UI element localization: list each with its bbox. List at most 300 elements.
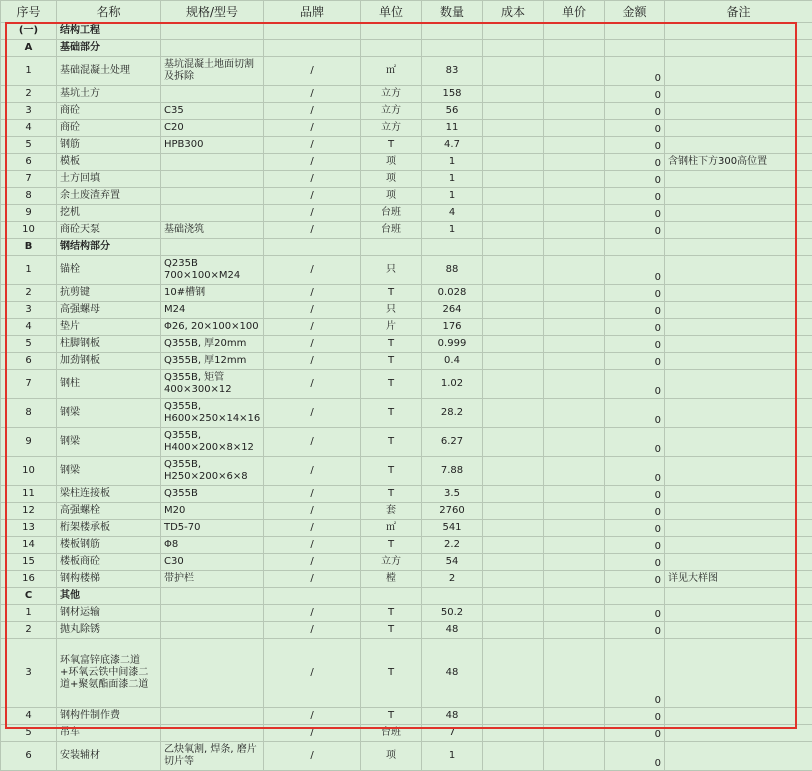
cell-unit[interactable]: T bbox=[361, 457, 422, 486]
cell-no[interactable]: 4 bbox=[1, 708, 57, 725]
cell-note[interactable] bbox=[665, 137, 812, 154]
cell-note[interactable] bbox=[665, 239, 812, 256]
cell-amount[interactable]: 0 bbox=[605, 353, 665, 370]
cell-no[interactable]: 6 bbox=[1, 154, 57, 171]
cell-brand[interactable]: / bbox=[264, 57, 361, 86]
cell-cost[interactable] bbox=[483, 319, 544, 336]
cell-no[interactable]: 6 bbox=[1, 353, 57, 370]
cell-price[interactable] bbox=[544, 486, 605, 503]
cell-qty[interactable]: 50.2 bbox=[422, 605, 483, 622]
cell-no[interactable]: 4 bbox=[1, 319, 57, 336]
cell-unit[interactable]: 樘 bbox=[361, 571, 422, 588]
cell-spec[interactable]: M24 bbox=[161, 302, 264, 319]
col-header-no[interactable]: 序号 bbox=[1, 1, 57, 23]
cell-note[interactable] bbox=[665, 86, 812, 103]
cell-name[interactable]: 垫片 bbox=[57, 319, 161, 336]
cell-unit[interactable] bbox=[361, 23, 422, 40]
cell-note[interactable] bbox=[665, 319, 812, 336]
cell-spec[interactable]: C20 bbox=[161, 120, 264, 137]
cell-cost[interactable] bbox=[483, 571, 544, 588]
col-header-name[interactable]: 名称 bbox=[57, 1, 161, 23]
cell-amount[interactable]: 0 bbox=[605, 336, 665, 353]
cell-no[interactable]: C bbox=[1, 588, 57, 605]
cell-cost[interactable] bbox=[483, 171, 544, 188]
cell-amount[interactable]: 0 bbox=[605, 222, 665, 239]
cell-unit[interactable]: 项 bbox=[361, 188, 422, 205]
cell-price[interactable] bbox=[544, 188, 605, 205]
cell-unit[interactable]: 项 bbox=[361, 742, 422, 771]
cell-brand[interactable]: / bbox=[264, 154, 361, 171]
cell-unit[interactable]: 台班 bbox=[361, 725, 422, 742]
cell-name[interactable]: 商砼天泵 bbox=[57, 222, 161, 239]
cell-price[interactable] bbox=[544, 336, 605, 353]
cell-amount[interactable]: 0 bbox=[605, 137, 665, 154]
cell-spec[interactable]: 带护栏 bbox=[161, 571, 264, 588]
cell-unit[interactable]: ㎡ bbox=[361, 57, 422, 86]
cell-brand[interactable]: / bbox=[264, 457, 361, 486]
cell-price[interactable] bbox=[544, 571, 605, 588]
cell-cost[interactable] bbox=[483, 40, 544, 57]
cell-cost[interactable] bbox=[483, 605, 544, 622]
cell-name[interactable]: 基坑土方 bbox=[57, 86, 161, 103]
cell-spec[interactable]: Q355B, 矩管 400×300×12 bbox=[161, 370, 264, 399]
cell-note[interactable] bbox=[665, 103, 812, 120]
cell-brand[interactable]: / bbox=[264, 503, 361, 520]
cell-no[interactable]: 13 bbox=[1, 520, 57, 537]
cell-amount[interactable]: 0 bbox=[605, 399, 665, 428]
cell-unit[interactable]: 项 bbox=[361, 154, 422, 171]
cell-spec[interactable] bbox=[161, 205, 264, 222]
cell-name[interactable]: 土方回填 bbox=[57, 171, 161, 188]
cell-note[interactable] bbox=[665, 222, 812, 239]
cell-brand[interactable]: / bbox=[264, 188, 361, 205]
cell-brand[interactable]: / bbox=[264, 622, 361, 639]
cell-unit[interactable]: T bbox=[361, 428, 422, 457]
cell-unit[interactable]: T bbox=[361, 708, 422, 725]
cell-cost[interactable] bbox=[483, 622, 544, 639]
cell-amount[interactable]: 0 bbox=[605, 256, 665, 285]
cell-price[interactable] bbox=[544, 588, 605, 605]
cell-price[interactable] bbox=[544, 171, 605, 188]
cell-amount[interactable]: 0 bbox=[605, 154, 665, 171]
cell-name[interactable]: 钢筋 bbox=[57, 137, 161, 154]
cell-note[interactable] bbox=[665, 336, 812, 353]
cell-price[interactable] bbox=[544, 154, 605, 171]
cell-unit[interactable] bbox=[361, 40, 422, 57]
cell-amount[interactable] bbox=[605, 40, 665, 57]
cell-spec[interactable]: Q355B, 厚12mm bbox=[161, 353, 264, 370]
cell-brand[interactable]: / bbox=[264, 205, 361, 222]
cell-price[interactable] bbox=[544, 605, 605, 622]
cell-spec[interactable]: C35 bbox=[161, 103, 264, 120]
cell-unit[interactable]: 只 bbox=[361, 256, 422, 285]
cell-spec[interactable] bbox=[161, 725, 264, 742]
cell-qty[interactable]: 1 bbox=[422, 222, 483, 239]
col-header-cost[interactable]: 成本 bbox=[483, 1, 544, 23]
cell-price[interactable] bbox=[544, 319, 605, 336]
cell-brand[interactable]: / bbox=[264, 520, 361, 537]
cell-qty[interactable]: 28.2 bbox=[422, 399, 483, 428]
cell-unit[interactable]: T bbox=[361, 336, 422, 353]
cell-note[interactable] bbox=[665, 205, 812, 222]
cell-amount[interactable]: 0 bbox=[605, 725, 665, 742]
cell-qty[interactable]: 176 bbox=[422, 319, 483, 336]
cell-amount[interactable] bbox=[605, 239, 665, 256]
cell-spec[interactable] bbox=[161, 171, 264, 188]
cell-qty[interactable] bbox=[422, 588, 483, 605]
cell-cost[interactable] bbox=[483, 336, 544, 353]
cell-no[interactable]: 2 bbox=[1, 622, 57, 639]
cell-qty[interactable]: 158 bbox=[422, 86, 483, 103]
cell-unit[interactable]: 立方 bbox=[361, 86, 422, 103]
cell-cost[interactable] bbox=[483, 154, 544, 171]
cell-unit[interactable]: ㎡ bbox=[361, 520, 422, 537]
cell-note[interactable] bbox=[665, 588, 812, 605]
cell-price[interactable] bbox=[544, 222, 605, 239]
cell-name[interactable]: 楼板钢筋 bbox=[57, 537, 161, 554]
cell-unit[interactable]: T bbox=[361, 639, 422, 708]
cell-brand[interactable]: / bbox=[264, 554, 361, 571]
cell-no[interactable]: 3 bbox=[1, 639, 57, 708]
cell-name[interactable]: 抛丸除锈 bbox=[57, 622, 161, 639]
cell-amount[interactable] bbox=[605, 23, 665, 40]
cell-cost[interactable] bbox=[483, 520, 544, 537]
cell-price[interactable] bbox=[544, 370, 605, 399]
cell-brand[interactable]: / bbox=[264, 486, 361, 503]
cell-amount[interactable]: 0 bbox=[605, 639, 665, 708]
cell-cost[interactable] bbox=[483, 86, 544, 103]
cell-price[interactable] bbox=[544, 205, 605, 222]
cell-price[interactable] bbox=[544, 137, 605, 154]
cell-spec[interactable] bbox=[161, 23, 264, 40]
cell-spec[interactable]: 基坑混凝土地面切割及拆除 bbox=[161, 57, 264, 86]
cell-note[interactable] bbox=[665, 40, 812, 57]
cell-unit[interactable] bbox=[361, 588, 422, 605]
cell-unit[interactable]: 立方 bbox=[361, 103, 422, 120]
col-header-unit[interactable]: 单位 bbox=[361, 1, 422, 23]
cell-no[interactable]: 7 bbox=[1, 171, 57, 188]
cell-no[interactable]: 8 bbox=[1, 188, 57, 205]
cell-name[interactable]: 挖机 bbox=[57, 205, 161, 222]
cell-no[interactable]: 1 bbox=[1, 57, 57, 86]
cell-no[interactable]: 6 bbox=[1, 742, 57, 771]
cell-name[interactable]: 钢柱 bbox=[57, 370, 161, 399]
cell-note[interactable] bbox=[665, 622, 812, 639]
cell-unit[interactable]: 立方 bbox=[361, 554, 422, 571]
cell-no[interactable]: 11 bbox=[1, 486, 57, 503]
cell-amount[interactable]: 0 bbox=[605, 319, 665, 336]
cell-amount[interactable]: 0 bbox=[605, 370, 665, 399]
cell-brand[interactable]: / bbox=[264, 399, 361, 428]
cell-qty[interactable]: 2.2 bbox=[422, 537, 483, 554]
cell-price[interactable] bbox=[544, 537, 605, 554]
cell-brand[interactable]: / bbox=[264, 103, 361, 120]
cell-amount[interactable]: 0 bbox=[605, 520, 665, 537]
cell-price[interactable] bbox=[544, 256, 605, 285]
col-header-note[interactable]: 备注 bbox=[665, 1, 812, 23]
cell-no[interactable]: 2 bbox=[1, 86, 57, 103]
cell-no[interactable]: 15 bbox=[1, 554, 57, 571]
cell-cost[interactable] bbox=[483, 486, 544, 503]
cell-price[interactable] bbox=[544, 520, 605, 537]
cell-spec[interactable] bbox=[161, 588, 264, 605]
cell-qty[interactable]: 11 bbox=[422, 120, 483, 137]
cell-name[interactable]: 环氧富锌底漆二道+环氧云铁中间漆二道+聚氨酯面漆二道 bbox=[57, 639, 161, 708]
cell-price[interactable] bbox=[544, 554, 605, 571]
cell-cost[interactable] bbox=[483, 457, 544, 486]
cell-price[interactable] bbox=[544, 40, 605, 57]
cell-brand[interactable] bbox=[264, 239, 361, 256]
cell-brand[interactable] bbox=[264, 588, 361, 605]
cell-cost[interactable] bbox=[483, 537, 544, 554]
cell-amount[interactable]: 0 bbox=[605, 457, 665, 486]
cell-no[interactable]: 3 bbox=[1, 302, 57, 319]
cell-name[interactable]: 钢结构部分 bbox=[57, 239, 161, 256]
cell-amount[interactable]: 0 bbox=[605, 188, 665, 205]
cell-amount[interactable]: 0 bbox=[605, 605, 665, 622]
cell-price[interactable] bbox=[544, 353, 605, 370]
cell-cost[interactable] bbox=[483, 222, 544, 239]
cell-note[interactable] bbox=[665, 708, 812, 725]
cell-qty[interactable]: 54 bbox=[422, 554, 483, 571]
cell-qty[interactable]: 6.27 bbox=[422, 428, 483, 457]
cell-cost[interactable] bbox=[483, 428, 544, 457]
cell-note[interactable] bbox=[665, 370, 812, 399]
cell-no[interactable]: 9 bbox=[1, 205, 57, 222]
cell-no[interactable]: 2 bbox=[1, 285, 57, 302]
cell-note[interactable] bbox=[665, 57, 812, 86]
cell-amount[interactable]: 0 bbox=[605, 537, 665, 554]
cell-price[interactable] bbox=[544, 302, 605, 319]
cell-spec[interactable]: M20 bbox=[161, 503, 264, 520]
cell-spec[interactable] bbox=[161, 154, 264, 171]
cell-price[interactable] bbox=[544, 742, 605, 771]
cell-qty[interactable]: 4.7 bbox=[422, 137, 483, 154]
cell-note[interactable] bbox=[665, 353, 812, 370]
cell-note[interactable] bbox=[665, 486, 812, 503]
cell-note[interactable] bbox=[665, 742, 812, 771]
cell-spec[interactable]: Φ8 bbox=[161, 537, 264, 554]
cell-cost[interactable] bbox=[483, 639, 544, 708]
cell-cost[interactable] bbox=[483, 742, 544, 771]
col-header-price[interactable]: 单价 bbox=[544, 1, 605, 23]
cell-cost[interactable] bbox=[483, 137, 544, 154]
cell-no[interactable]: 8 bbox=[1, 399, 57, 428]
cell-price[interactable] bbox=[544, 725, 605, 742]
cell-brand[interactable]: / bbox=[264, 171, 361, 188]
cell-qty[interactable]: 0.999 bbox=[422, 336, 483, 353]
cell-note[interactable] bbox=[665, 520, 812, 537]
cell-note[interactable] bbox=[665, 285, 812, 302]
cell-price[interactable] bbox=[544, 457, 605, 486]
cell-spec[interactable] bbox=[161, 622, 264, 639]
cell-amount[interactable]: 0 bbox=[605, 708, 665, 725]
cell-qty[interactable]: 541 bbox=[422, 520, 483, 537]
col-header-amount[interactable]: 金额 bbox=[605, 1, 665, 23]
cell-note[interactable]: 详见大样图 bbox=[665, 571, 812, 588]
cell-no[interactable]: 9 bbox=[1, 428, 57, 457]
cell-spec[interactable]: Φ26, 20×100×100 bbox=[161, 319, 264, 336]
cell-name[interactable]: 商砼 bbox=[57, 120, 161, 137]
cell-name[interactable]: 结构工程 bbox=[57, 23, 161, 40]
cell-spec[interactable]: Q355B, H400×200×8×12 bbox=[161, 428, 264, 457]
cell-qty[interactable]: 56 bbox=[422, 103, 483, 120]
cell-brand[interactable]: / bbox=[264, 120, 361, 137]
cell-note[interactable] bbox=[665, 503, 812, 520]
cell-amount[interactable]: 0 bbox=[605, 302, 665, 319]
cell-unit[interactable]: T bbox=[361, 537, 422, 554]
cell-unit[interactable]: T bbox=[361, 353, 422, 370]
cell-spec[interactable]: Q355B bbox=[161, 486, 264, 503]
cell-unit[interactable]: 套 bbox=[361, 503, 422, 520]
cell-qty[interactable]: 2 bbox=[422, 571, 483, 588]
col-header-brand[interactable]: 品牌 bbox=[264, 1, 361, 23]
cell-qty[interactable] bbox=[422, 239, 483, 256]
cell-no[interactable]: (一) bbox=[1, 23, 57, 40]
cell-cost[interactable] bbox=[483, 205, 544, 222]
cell-unit[interactable]: T bbox=[361, 622, 422, 639]
cell-unit[interactable] bbox=[361, 239, 422, 256]
cell-name[interactable]: 钢梁 bbox=[57, 457, 161, 486]
cell-note[interactable] bbox=[665, 725, 812, 742]
cell-cost[interactable] bbox=[483, 23, 544, 40]
cell-brand[interactable]: / bbox=[264, 428, 361, 457]
cell-amount[interactable]: 0 bbox=[605, 742, 665, 771]
cell-note[interactable] bbox=[665, 256, 812, 285]
cell-no[interactable]: 12 bbox=[1, 503, 57, 520]
cell-spec[interactable] bbox=[161, 188, 264, 205]
cell-note[interactable] bbox=[665, 302, 812, 319]
cell-unit[interactable]: 项 bbox=[361, 171, 422, 188]
cell-note[interactable] bbox=[665, 537, 812, 554]
cell-price[interactable] bbox=[544, 120, 605, 137]
cell-qty[interactable]: 48 bbox=[422, 639, 483, 708]
cell-spec[interactable]: C30 bbox=[161, 554, 264, 571]
cell-name[interactable]: 基础混凝土处理 bbox=[57, 57, 161, 86]
cell-name[interactable]: 高强螺栓 bbox=[57, 503, 161, 520]
cell-no[interactable]: 3 bbox=[1, 103, 57, 120]
cell-spec[interactable]: 10#槽钢 bbox=[161, 285, 264, 302]
cell-amount[interactable]: 0 bbox=[605, 503, 665, 520]
cell-cost[interactable] bbox=[483, 285, 544, 302]
cell-cost[interactable] bbox=[483, 103, 544, 120]
cell-no[interactable]: 4 bbox=[1, 120, 57, 137]
cell-name[interactable]: 钢构件制作费 bbox=[57, 708, 161, 725]
cell-price[interactable] bbox=[544, 23, 605, 40]
cell-brand[interactable]: / bbox=[264, 319, 361, 336]
cell-name[interactable]: 楼板商砼 bbox=[57, 554, 161, 571]
cell-brand[interactable]: / bbox=[264, 256, 361, 285]
cell-name[interactable]: 吊车 bbox=[57, 725, 161, 742]
cell-name[interactable]: 钢梁 bbox=[57, 399, 161, 428]
cell-name[interactable]: 钢材运输 bbox=[57, 605, 161, 622]
cell-name[interactable]: 安装辅材 bbox=[57, 742, 161, 771]
cell-unit[interactable]: 只 bbox=[361, 302, 422, 319]
cell-brand[interactable]: / bbox=[264, 537, 361, 554]
cell-spec[interactable]: 乙炔氧割, 焊条, 磨片切片等 bbox=[161, 742, 264, 771]
cell-price[interactable] bbox=[544, 86, 605, 103]
cell-amount[interactable]: 0 bbox=[605, 120, 665, 137]
cell-qty[interactable]: 4 bbox=[422, 205, 483, 222]
cell-brand[interactable]: / bbox=[264, 742, 361, 771]
cell-no[interactable]: 7 bbox=[1, 370, 57, 399]
cell-unit[interactable]: 片 bbox=[361, 319, 422, 336]
cell-qty[interactable]: 1 bbox=[422, 742, 483, 771]
cell-cost[interactable] bbox=[483, 554, 544, 571]
cell-brand[interactable]: / bbox=[264, 86, 361, 103]
cell-spec[interactable]: Q355B, 厚20mm bbox=[161, 336, 264, 353]
cell-note[interactable] bbox=[665, 639, 812, 708]
cell-unit[interactable]: T bbox=[361, 370, 422, 399]
cell-brand[interactable]: / bbox=[264, 285, 361, 302]
cell-name[interactable]: 高强螺母 bbox=[57, 302, 161, 319]
cell-brand[interactable]: / bbox=[264, 137, 361, 154]
cell-spec[interactable]: Q355B, H250×200×6×8 bbox=[161, 457, 264, 486]
cell-no[interactable]: 16 bbox=[1, 571, 57, 588]
cell-amount[interactable]: 0 bbox=[605, 103, 665, 120]
cell-no[interactable]: 1 bbox=[1, 256, 57, 285]
cell-name[interactable]: 其他 bbox=[57, 588, 161, 605]
cell-brand[interactable]: / bbox=[264, 222, 361, 239]
cell-unit[interactable]: T bbox=[361, 486, 422, 503]
cell-qty[interactable]: 1 bbox=[422, 171, 483, 188]
cell-qty[interactable]: 88 bbox=[422, 256, 483, 285]
cell-unit[interactable]: T bbox=[361, 285, 422, 302]
cell-cost[interactable] bbox=[483, 708, 544, 725]
cell-name[interactable]: 桁架楼承板 bbox=[57, 520, 161, 537]
cell-note[interactable] bbox=[665, 120, 812, 137]
cell-amount[interactable]: 0 bbox=[605, 428, 665, 457]
cell-qty[interactable]: 0.028 bbox=[422, 285, 483, 302]
cell-unit[interactable]: 立方 bbox=[361, 120, 422, 137]
cell-spec[interactable]: 基础浇筑 bbox=[161, 222, 264, 239]
cell-qty[interactable] bbox=[422, 23, 483, 40]
cell-brand[interactable]: / bbox=[264, 708, 361, 725]
cell-brand[interactable]: / bbox=[264, 353, 361, 370]
cell-note[interactable] bbox=[665, 605, 812, 622]
cell-note[interactable] bbox=[665, 188, 812, 205]
cell-price[interactable] bbox=[544, 622, 605, 639]
cell-brand[interactable]: / bbox=[264, 370, 361, 399]
cell-amount[interactable]: 0 bbox=[605, 86, 665, 103]
cell-name[interactable]: 锚栓 bbox=[57, 256, 161, 285]
cell-no[interactable]: B bbox=[1, 239, 57, 256]
cell-qty[interactable]: 1.02 bbox=[422, 370, 483, 399]
cell-amount[interactable]: 0 bbox=[605, 554, 665, 571]
cell-note[interactable]: 含钢柱下方300高位置 bbox=[665, 154, 812, 171]
cell-cost[interactable] bbox=[483, 188, 544, 205]
cell-price[interactable] bbox=[544, 708, 605, 725]
cell-name[interactable]: 柱脚钢板 bbox=[57, 336, 161, 353]
cell-spec[interactable]: HPB300 bbox=[161, 137, 264, 154]
cell-amount[interactable]: 0 bbox=[605, 205, 665, 222]
cell-amount[interactable] bbox=[605, 588, 665, 605]
cell-amount[interactable]: 0 bbox=[605, 171, 665, 188]
cell-note[interactable] bbox=[665, 457, 812, 486]
cell-name[interactable]: 基础部分 bbox=[57, 40, 161, 57]
cell-cost[interactable] bbox=[483, 256, 544, 285]
cell-note[interactable] bbox=[665, 23, 812, 40]
cell-unit[interactable]: T bbox=[361, 137, 422, 154]
cell-cost[interactable] bbox=[483, 57, 544, 86]
cell-amount[interactable]: 0 bbox=[605, 571, 665, 588]
cell-spec[interactable] bbox=[161, 40, 264, 57]
cell-name[interactable]: 钢梁 bbox=[57, 428, 161, 457]
cell-price[interactable] bbox=[544, 428, 605, 457]
cell-amount[interactable]: 0 bbox=[605, 486, 665, 503]
cell-no[interactable]: 10 bbox=[1, 222, 57, 239]
cell-brand[interactable]: / bbox=[264, 725, 361, 742]
